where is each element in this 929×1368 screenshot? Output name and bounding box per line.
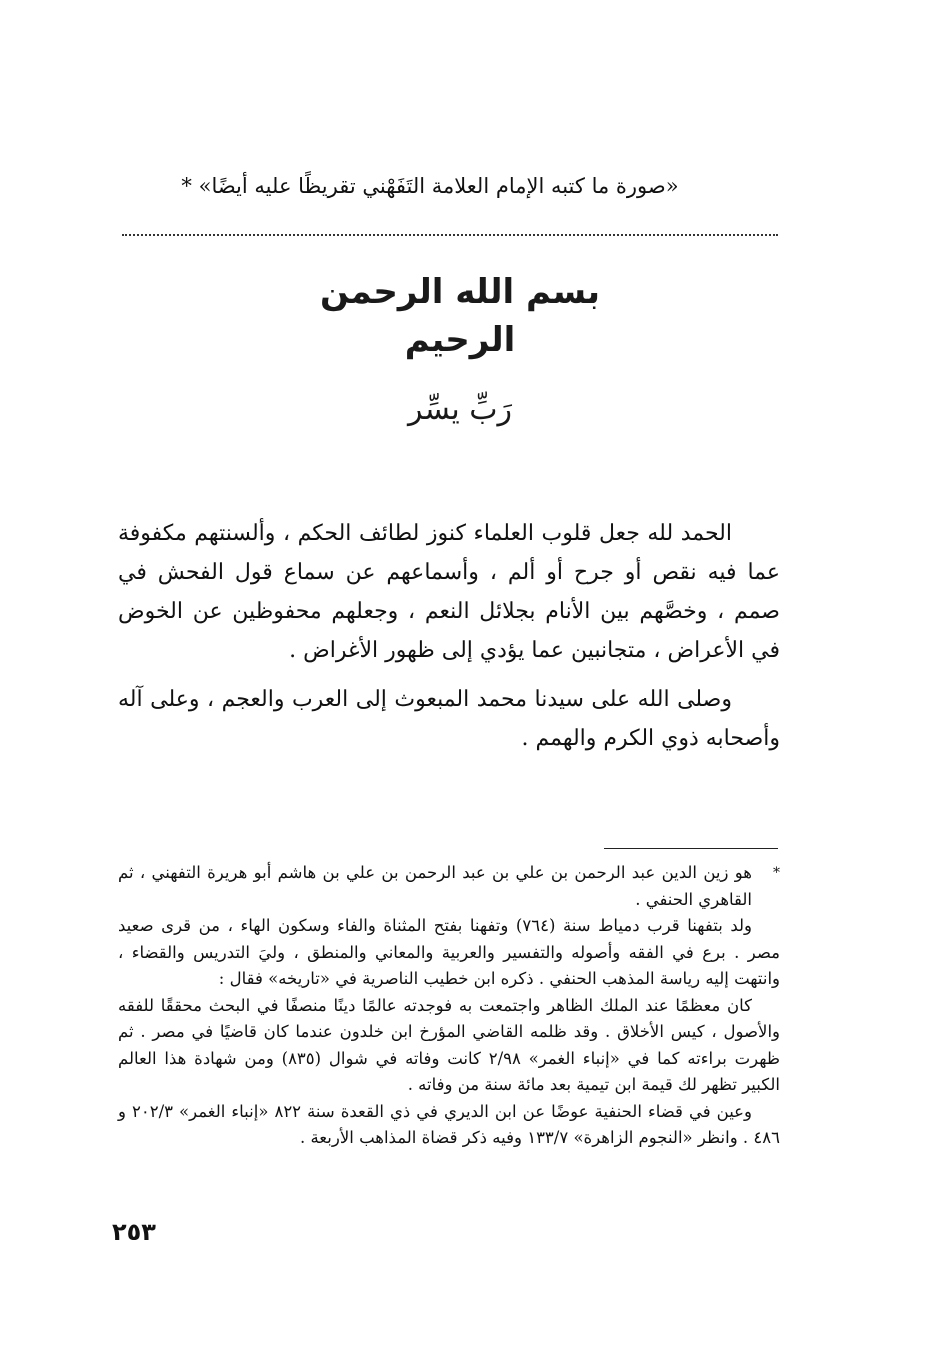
footnote-separator [604,848,778,849]
footnote-text: هو زين الدين عبد الرحمن بن علي بن عبد الرحمن بن علي بن هاشم أبو هريرة التفهني ، ثم القاهري الحنفي . [118,863,752,909]
footnote-paragraph: كان معظمًا عند الملك الظاهر واجتمعت به فوجدته عالمًا دينًا منصفًا في البحث محققًا للفقه والأصول ، كيس الأخلاق . وقد ظلمه القاضي المؤرخ ابن خلدون عندما كان قاضيًا في مصر . ثم ظهرت براءته كما في «إنباء الغمر» ٢/٩٨ كانت وفاته في شوال (٨٣٥) ومن شهادة هذا العالم الكبير تظهر لك قيمة ابن تيمية بعد مائة سنة من وفاته . [118,995,780,1094]
footnote-paragraph [118,860,780,913]
footnotes [118,860,780,1152]
basmala-calligraphy: بسم الله الرحمن الرحيم [319,272,601,360]
dotted-divider [122,234,778,236]
invocation-calligraphy: رَبِّ يسِّر [408,392,512,427]
footnote-paragraph: وعين في قضاء الحنفية عوضًا عن ابن الديري في ذي القعدة سنة ٨٢٢ «إنباء الغمر» ٢٠٢/٣ و ٤٨٦ . وانظر «النجوم الزاهرة» ١٣٣/٧ وفيه ذكر قضاة المذاهب الأربعة . [118,1101,780,1147]
page-number: ٢٥٣ [112,1218,156,1246]
footnote-marker: * [773,865,780,881]
page-heading: «صورة ما كتبه الإمام العلامة التَفَهْني تقريظًا عليه أيضًا» * [181,174,679,198]
footnote-paragraph: ولد بتفهنا قرب دمياط سنة (٧٦٤) وتفهنا بفتح المثناة والفاء وسكون الهاء ، من قرى صعيد مصر . برع في الفقه وأصوله والتفسير والعربية والمعاني والمنطق ، وليَ التدريس والقضاء ، وانتهت إليه رياسة المذهب الحنفي . ذكره ابن خطيب الناصرية في «تاريخه» فقال : [118,916,780,988]
main-text [118,514,780,768]
body-paragraph: وصلى الله على سيدنا محمد المبعوث إلى العرب والعجم ، وعلى آله وأصحابه ذوي الكرم والهمم . [118,687,780,751]
body-paragraph: الحمد لله جعل قلوب العلماء كنوز لطائف الحكم ، وألسنتهم مكفوفة عما فيه نقص أو جرح أو ألم ، وأسماعهم عن سماع قول الفحش في صمم ، وخصَّهم بين الأنام بجلائل النعم ، وجعلهم محفوظين عن الخوض في الأعراض ، متجانبين عما يؤدي إلى ظهور الأغراض . [118,521,780,663]
